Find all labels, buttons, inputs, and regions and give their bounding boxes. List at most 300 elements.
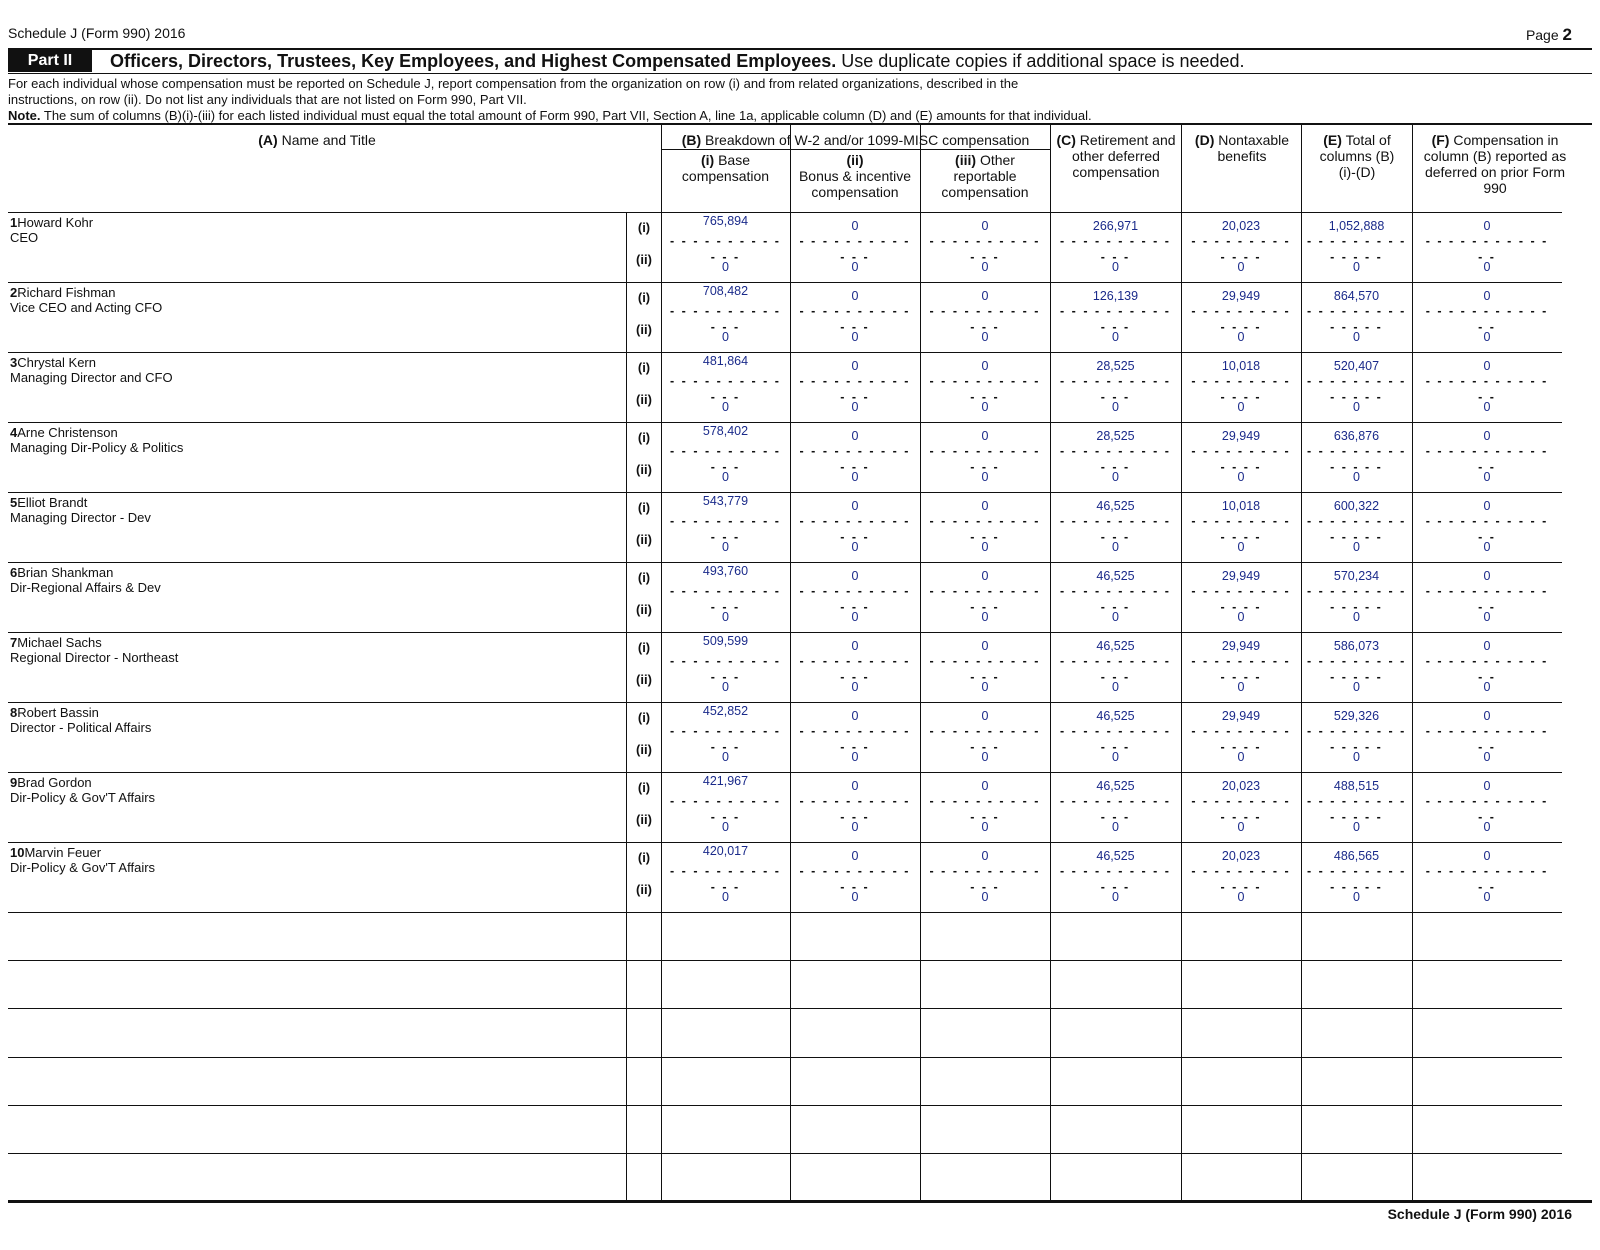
bottom-rule [8, 1200, 1592, 1203]
value-row-i: 0 [851, 499, 859, 513]
value-row-ii: 0 [1353, 750, 1360, 764]
value-row-i: 420,017 [702, 844, 749, 858]
form-id-bottom: Schedule J (Form 990) 2016 [1387, 1206, 1572, 1222]
col-a-text: Name and Title [281, 132, 376, 148]
value-row-ii: 0 [1237, 820, 1245, 834]
value-row-i: 10,018 [1221, 499, 1261, 513]
dotted-separator: - - - - - - - - - - - [1425, 306, 1549, 316]
row-label-i: (i) [637, 500, 651, 515]
value-row-i: 708,482 [702, 284, 749, 298]
person-number: 1 [10, 215, 18, 230]
value-row-ii: 0 [722, 610, 729, 624]
dotted-separator-short: - - - - - [1330, 392, 1383, 402]
col-bii-letter: (ii) [846, 152, 864, 168]
value-row-i: 600,322 [1333, 499, 1380, 513]
dotted-separator-short: - - - [710, 462, 741, 472]
dotted-separator-short: - - - [840, 812, 870, 822]
value-row-ii: 0 [1112, 890, 1119, 904]
value-row-ii: 0 [1483, 400, 1491, 414]
person-name: Brian Shankman [17, 565, 114, 580]
person-name-title [10, 495, 151, 525]
value-row-ii: 0 [1483, 610, 1491, 624]
col-c-text: Retirement and other deferred compensation [1072, 132, 1176, 180]
col-b-text: Breakdown of W-2 and/or 1099-MISC compensation [705, 132, 1030, 148]
row-label-i: (i) [637, 220, 651, 235]
col-e-header [1312, 132, 1402, 180]
dotted-separator-short: - - - - [1220, 602, 1262, 612]
dotted-separator-short: - - - [710, 882, 741, 892]
dotted-separator-short: - - - [840, 532, 870, 542]
person-name: Richard Fishman [17, 285, 116, 300]
value-row-i: 765,894 [702, 214, 749, 228]
row-label-ii: (ii) [636, 392, 652, 407]
col-a-letter: (A) [258, 132, 278, 148]
part-title-rest: Use duplicate copies if additional space is needed. [841, 50, 1245, 71]
value-row-ii: 0 [1483, 260, 1491, 274]
dotted-separator: - - - - - - - - - - [929, 586, 1041, 596]
person-number: 3 [10, 355, 18, 370]
col-c-letter: (C) [1056, 132, 1076, 148]
person-number: 2 [10, 285, 18, 300]
value-row-ii: 0 [1483, 330, 1491, 344]
page-label: Page [1525, 27, 1559, 43]
dotted-separator: - - - - - - - - - - - [1425, 446, 1549, 456]
value-row-ii: 0 [1112, 260, 1119, 274]
dotted-separator: - - - - - - - - - - [799, 796, 911, 806]
col-f-header [1420, 132, 1570, 196]
person-row-rule [8, 422, 1562, 423]
value-row-ii: 0 [1112, 680, 1119, 694]
part-rule [8, 73, 1592, 74]
dotted-separator: - - - - - - - - - - [670, 306, 781, 316]
col-d-text: Nontaxable benefits [1217, 132, 1290, 164]
value-row-i: 0 [1483, 359, 1491, 373]
value-row-i: 0 [981, 289, 989, 303]
value-row-i: 20,023 [1221, 219, 1261, 233]
value-row-ii: 0 [1112, 820, 1119, 834]
dotted-separator-short: - - - [1100, 532, 1131, 542]
value-row-ii: 0 [1237, 260, 1245, 274]
value-row-ii: 0 [981, 610, 989, 624]
value-row-ii: 0 [1237, 750, 1245, 764]
value-row-i: 1,052,888 [1328, 219, 1385, 233]
dotted-separator-short: - - - - [1220, 742, 1262, 752]
value-row-ii: 0 [1112, 540, 1119, 554]
person-number: 9 [10, 775, 18, 790]
dotted-separator-short: - - [1478, 672, 1496, 682]
dotted-separator-short: - - - - - [1330, 252, 1383, 262]
col-bi-header [661, 152, 790, 184]
dotted-separator: - - - - - - - - - - [799, 656, 911, 666]
value-row-ii: 0 [1112, 400, 1119, 414]
value-row-i: 266,971 [1092, 219, 1139, 233]
dotted-separator: - - - - - - - - - - [670, 586, 781, 596]
column-divider [920, 123, 921, 1201]
note-label: Note. [8, 108, 41, 123]
value-row-i: 543,779 [702, 494, 749, 508]
row-label-i: (i) [637, 430, 651, 445]
dotted-separator: - - - - - - - - - - [1060, 796, 1171, 806]
dotted-separator: - - - - - - - - - - [799, 726, 911, 736]
dotted-separator: - - - - - - - - - [1307, 376, 1406, 386]
person-name-title [10, 285, 162, 315]
dotted-separator-short: - - - [970, 462, 1000, 472]
row-label-i: (i) [637, 360, 651, 375]
person-name-title [10, 705, 151, 735]
dotted-separator: - - - - - - - - - [1307, 866, 1406, 876]
row-label-i: (i) [637, 850, 651, 865]
page-number: 2 [1562, 25, 1572, 44]
dotted-separator-short: - - - [1100, 882, 1131, 892]
value-row-i: 0 [981, 709, 989, 723]
person-name-title [10, 845, 155, 875]
dotted-separator-short: - - - [840, 392, 870, 402]
person-title: Director - Political Affairs [10, 720, 152, 735]
dotted-separator: - - - - - - - - - - [670, 866, 781, 876]
value-row-ii: 0 [1483, 890, 1491, 904]
dotted-separator: - - - - - - - - - - - [1425, 236, 1549, 246]
row-label-ii: (ii) [636, 322, 652, 337]
dotted-separator: - - - - - - - - - [1307, 516, 1406, 526]
row-label-i: (i) [637, 710, 651, 725]
value-row-i: 20,023 [1221, 849, 1261, 863]
person-number: 6 [10, 565, 18, 580]
part-badge: Part II [8, 50, 92, 72]
person-name: Brad Gordon [17, 775, 92, 790]
dotted-separator: - - - - - - - - - - [670, 726, 781, 736]
value-row-ii: 0 [981, 750, 989, 764]
col-b-letter: (B) [681, 132, 702, 148]
dotted-separator: - - - - - - - - - - [799, 516, 911, 526]
dotted-separator: - - - - - - - - - - [929, 796, 1041, 806]
value-row-ii: 0 [851, 820, 859, 834]
person-title: Managing Director and CFO [10, 370, 173, 385]
dotted-separator: - - - - - - - - - [1307, 726, 1406, 736]
row-label-ii: (ii) [636, 462, 652, 477]
value-row-ii: 0 [722, 680, 729, 694]
dotted-separator-short: - - - [970, 322, 1000, 332]
dotted-separator: - - - - - - - - - - [1060, 656, 1171, 666]
row-label-ii: (ii) [636, 532, 652, 547]
value-row-ii: 0 [1237, 680, 1245, 694]
value-row-ii: 0 [1353, 540, 1360, 554]
dotted-separator-short: - - - [970, 532, 1000, 542]
value-row-ii: 0 [1112, 610, 1119, 624]
value-row-i: 509,599 [702, 634, 749, 648]
dotted-separator-short: - - - [970, 742, 1000, 752]
value-row-i: 10,018 [1221, 359, 1261, 373]
value-row-i: 481,864 [702, 354, 749, 368]
form-id-top: Schedule J (Form 990) 2016 [8, 25, 186, 41]
dotted-separator: - - - - - - - - - - [1060, 516, 1171, 526]
dotted-separator: - - - - - - - - - - - [1425, 866, 1549, 876]
blank-row-rule [8, 1057, 1562, 1058]
dotted-separator: - - - - - - - - - - [929, 236, 1041, 246]
value-row-i: 29,949 [1221, 639, 1261, 653]
dotted-separator: - - - - - - - - - - [929, 866, 1041, 876]
dotted-separator: - - - - - - - - - - [670, 516, 781, 526]
dotted-separator-short: - - [1478, 812, 1496, 822]
value-row-ii: 0 [722, 470, 729, 484]
person-name: Marvin Feuer [24, 845, 102, 860]
dotted-separator-short: - - - - [1220, 322, 1262, 332]
dotted-separator: - - - - - - - - - [1307, 796, 1406, 806]
col-e-text: Total of columns (B)(i)-(D) [1319, 132, 1395, 180]
dotted-separator-short: - - - [840, 882, 870, 892]
person-row-rule [8, 842, 1562, 843]
instruction-line-2: instructions, on row (ii). Do not list any individuals that are not listed on Form 990, Part VII. [8, 92, 527, 107]
value-row-i: 46,525 [1096, 779, 1135, 793]
value-row-i: 0 [1483, 569, 1491, 583]
value-row-ii: 0 [1483, 470, 1491, 484]
dotted-separator: - - - - - - - - - - - [1425, 726, 1549, 736]
dotted-separator-short: - - - [840, 252, 870, 262]
dotted-separator-short: - - - [710, 532, 741, 542]
dotted-separator-short: - - [1478, 252, 1496, 262]
value-row-i: 46,525 [1096, 639, 1135, 653]
value-row-i: 0 [981, 849, 989, 863]
value-row-ii: 0 [722, 260, 729, 274]
dotted-separator-short: - - [1478, 462, 1496, 472]
value-row-i: 126,139 [1092, 289, 1139, 303]
dotted-separator-short: - - - [710, 672, 741, 682]
value-row-i: 520,407 [1333, 359, 1380, 373]
value-row-i: 0 [851, 709, 859, 723]
dotted-separator: - - - - - - - - - [1191, 726, 1291, 736]
person-row-rule [8, 912, 1562, 913]
value-row-i: 0 [981, 639, 989, 653]
value-row-ii: 0 [1483, 680, 1491, 694]
col-biii-text: Other reportable compensation [941, 152, 1029, 200]
person-row-rule [8, 282, 1562, 283]
person-number: 7 [10, 635, 18, 650]
value-row-i: 0 [1483, 219, 1491, 233]
value-row-i: 46,525 [1096, 499, 1135, 513]
dotted-separator-short: - - - - [1220, 812, 1262, 822]
dotted-separator-short: - - - [710, 602, 741, 612]
dotted-separator-short: - - [1478, 532, 1496, 542]
blank-row-rule [8, 1008, 1562, 1009]
value-row-i: 0 [981, 499, 989, 513]
dotted-separator-short: - - - [970, 882, 1000, 892]
row-label-ii: (ii) [636, 602, 652, 617]
person-title: Regional Director - Northeast [10, 650, 179, 665]
value-row-ii: 0 [722, 400, 729, 414]
note-text: The sum of columns (B)(i)-(iii) for each listed individual must equal the total amount of Form 990, Part VII, Section A, line 1a, applicable column (D) and (E) amounts for that individual. [43, 108, 1092, 123]
dotted-separator-short: - - - - [1220, 532, 1262, 542]
row-label-i: (i) [637, 290, 651, 305]
value-row-ii: 0 [981, 470, 989, 484]
dotted-separator: - - - - - - - - - [1307, 656, 1406, 666]
value-row-ii: 0 [851, 470, 859, 484]
dotted-separator-short: - - - [1100, 392, 1131, 402]
value-row-ii: 0 [722, 750, 729, 764]
dotted-separator: - - - - - - - - - [1191, 866, 1291, 876]
dotted-separator: - - - - - - - - - [1191, 656, 1291, 666]
value-row-ii: 0 [1353, 400, 1360, 414]
value-row-ii: 0 [1353, 890, 1360, 904]
dotted-separator: - - - - - - - - - - [799, 586, 911, 596]
value-row-ii: 0 [722, 890, 729, 904]
person-name-title [10, 565, 161, 595]
value-row-i: 0 [1483, 849, 1491, 863]
value-row-ii: 0 [851, 750, 859, 764]
person-row-rule [8, 702, 1562, 703]
person-name-title [10, 775, 155, 805]
col-c-header [1052, 132, 1180, 180]
value-row-i: 0 [1483, 709, 1491, 723]
col-b-header [661, 132, 1050, 148]
value-row-ii: 0 [981, 400, 989, 414]
value-row-i: 46,525 [1096, 709, 1135, 723]
value-row-ii: 0 [1112, 330, 1119, 344]
col-e-letter: (E) [1323, 132, 1342, 148]
part-title [110, 51, 1245, 72]
part-header [8, 49, 1592, 73]
person-title: Dir-Regional Affairs & Dev [10, 580, 161, 595]
value-row-i: 0 [981, 219, 989, 233]
value-row-i: 864,570 [1333, 289, 1380, 303]
dotted-separator-short: - - - - - [1330, 672, 1383, 682]
value-row-ii: 0 [851, 890, 859, 904]
dotted-separator: - - - - - - - - - [1191, 376, 1291, 386]
dotted-separator: - - - - - - - - - - [929, 306, 1041, 316]
value-row-i: 0 [851, 639, 859, 653]
col-biii-letter: (iii) [955, 152, 977, 168]
row-label-i: (i) [637, 640, 651, 655]
row-label-i: (i) [637, 570, 651, 585]
value-row-ii: 0 [722, 540, 729, 554]
person-row-rule [8, 632, 1562, 633]
col-a-header [8, 132, 626, 148]
dotted-separator-short: - - [1478, 602, 1496, 612]
dotted-separator: - - - - - - - - - - - [1425, 586, 1549, 596]
value-row-i: 0 [851, 849, 859, 863]
dotted-separator-short: - - - [1100, 252, 1131, 262]
value-row-i: 29,949 [1221, 569, 1261, 583]
dotted-separator: - - - - - - - - - - - [1425, 656, 1549, 666]
value-row-i: 636,876 [1333, 429, 1380, 443]
value-row-ii: 0 [851, 330, 859, 344]
col-bii-text: Bonus & incentive compensation [798, 168, 912, 200]
person-title: Dir-Policy & Gov'T Affairs [10, 860, 156, 875]
column-divider [1050, 123, 1051, 1201]
dotted-separator-short: - - - [710, 742, 741, 752]
dotted-separator-short: - - - [970, 602, 1000, 612]
dotted-separator-short: - - - - - [1330, 742, 1383, 752]
person-row-rule [8, 772, 1562, 773]
dotted-separator: - - - - - - - - - - [799, 446, 911, 456]
value-row-ii: 0 [851, 680, 859, 694]
value-row-ii: 0 [981, 890, 989, 904]
value-row-i: 28,525 [1096, 359, 1135, 373]
dotted-separator-short: - - - [970, 252, 1000, 262]
dotted-separator-short: - - - [1100, 462, 1131, 472]
dotted-separator: - - - - - - - - - - [929, 656, 1041, 666]
column-divider [1301, 123, 1302, 1201]
value-row-ii: 0 [1112, 750, 1119, 764]
value-row-i: 28,525 [1096, 429, 1135, 443]
row-label-ii: (ii) [636, 742, 652, 757]
person-title: Vice CEO and Acting CFO [10, 300, 163, 315]
value-row-ii: 0 [981, 330, 989, 344]
person-row-rule [8, 352, 1562, 353]
person-name: Elliot Brandt [17, 495, 88, 510]
dotted-separator-short: - - - - - [1330, 532, 1383, 542]
person-name-title [10, 215, 93, 245]
person-name-title [10, 425, 183, 455]
dotted-separator-short: - - - [710, 322, 741, 332]
instruction-line-1: For each individual whose compensation must be reported on Schedule J, report compensation from the organization on row (i) and from related organizations, described in the [8, 76, 1019, 91]
value-row-ii: 0 [1112, 470, 1119, 484]
dotted-separator-short: - - - [840, 462, 870, 472]
dotted-separator: - - - - - - - - - - [799, 376, 911, 386]
col-b-subheader-rule [661, 149, 1050, 150]
dotted-separator: - - - - - - - - - - [1060, 446, 1171, 456]
dotted-separator: - - - - - - - - - - [670, 796, 781, 806]
dotted-separator: - - - - - - - - - - [1060, 376, 1171, 386]
dotted-separator: - - - - - - - - - - [1060, 306, 1171, 316]
dotted-separator: - - - - - - - - - - - [1425, 796, 1549, 806]
value-row-ii: 0 [1483, 820, 1491, 834]
value-row-ii: 0 [1353, 470, 1360, 484]
dotted-separator: - - - - - - - - - [1191, 236, 1291, 246]
value-row-i: 0 [851, 779, 859, 793]
dotted-separator-short: - - - [710, 392, 741, 402]
value-row-i: 570,234 [1333, 569, 1380, 583]
dotted-separator-short: - - - [1100, 322, 1131, 332]
dotted-separator-short: - - - [710, 252, 741, 262]
value-row-i: 488,515 [1333, 779, 1380, 793]
value-row-ii: 0 [1353, 610, 1360, 624]
dotted-separator: - - - - - - - - - - [1060, 586, 1171, 596]
value-row-ii: 0 [981, 820, 989, 834]
dotted-separator-short: - - - - - [1330, 882, 1383, 892]
value-row-i: 529,326 [1333, 709, 1380, 723]
dotted-separator: - - - - - - - - - [1191, 586, 1291, 596]
dotted-separator-short: - - [1478, 742, 1496, 752]
dotted-separator: - - - - - - - - - - - [1425, 376, 1549, 386]
person-number: 5 [10, 495, 18, 510]
dotted-separator-short: - - - [710, 812, 741, 822]
value-row-ii: 0 [1237, 330, 1245, 344]
dotted-separator-short: - - - [1100, 672, 1131, 682]
value-row-i: 0 [1483, 499, 1491, 513]
dotted-separator: - - - - - - - - - - [929, 516, 1041, 526]
dotted-separator-short: - - - [840, 322, 870, 332]
value-row-ii: 0 [1353, 330, 1360, 344]
dotted-separator-short: - - - [1100, 602, 1131, 612]
dotted-separator-short: - - - [1100, 812, 1131, 822]
person-name-title [10, 635, 178, 665]
value-row-i: 0 [1483, 639, 1491, 653]
col-f-text: Compensation in column (B) reported as deferred on prior Form 990 [1423, 132, 1567, 196]
row-label-ii: (ii) [636, 812, 652, 827]
dotted-separator: - - - - - - - - - - [929, 446, 1041, 456]
dotted-separator-short: - - - - - [1330, 812, 1383, 822]
person-number: 10 [10, 845, 25, 860]
dotted-separator: - - - - - - - - - - [1060, 866, 1171, 876]
dotted-separator-short: - - - [970, 672, 1000, 682]
col-d-letter: (D) [1194, 132, 1215, 148]
value-row-ii: 0 [851, 540, 859, 554]
person-name: Chrystal Kern [17, 355, 96, 370]
col-bi-letter: (i) [700, 152, 715, 168]
value-row-ii: 0 [722, 330, 729, 344]
dotted-separator: - - - - - - - - - - [670, 236, 781, 246]
value-row-ii: 0 [981, 680, 989, 694]
value-row-ii: 0 [851, 400, 859, 414]
